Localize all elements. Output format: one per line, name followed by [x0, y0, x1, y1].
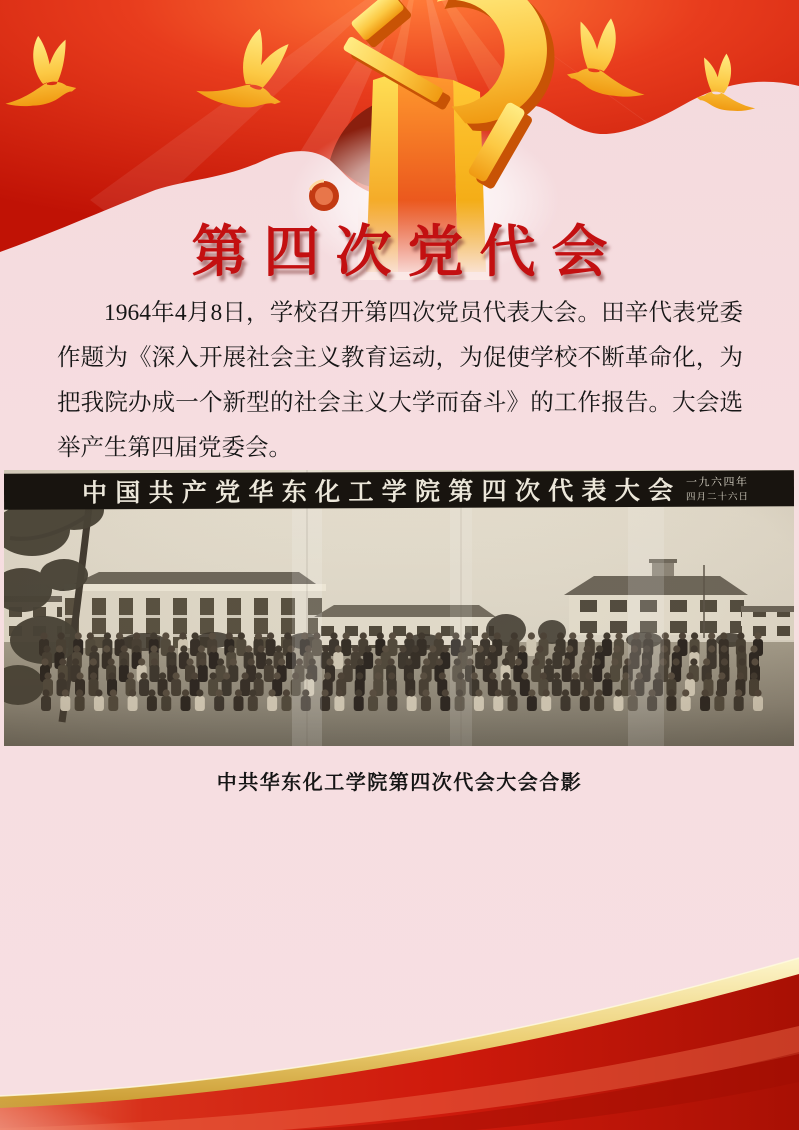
ribbon-tube — [309, 181, 339, 211]
group-photo — [4, 470, 794, 746]
photo-banner — [4, 470, 794, 509]
photo-scene — [4, 470, 794, 746]
photo-banner-date-day: 四月二十六日 — [686, 492, 750, 503]
photo-caption: 中共华东化工学院第四次代会大会合影 — [216, 772, 583, 794]
page-title: 第四次党代会 — [191, 222, 624, 284]
photo-banner-title: 中国共产党华东化工学院第四次代表大会 — [81, 477, 682, 508]
photo-banner-date-year: 一九六四年 — [685, 476, 749, 489]
photo-vignette — [4, 470, 794, 746]
bottom-wave — [0, 930, 799, 1130]
body-paragraph: 1964年4月8日，学校召开第四次党员代表大会。田辛代表党委作题为《深入开展社会主义教育运动，为促使学校不断革命化，为把我院办成一个新型的社会主义大学而奋斗》的工作报告。大会选举产生第四届党委会。 — [57, 300, 743, 461]
